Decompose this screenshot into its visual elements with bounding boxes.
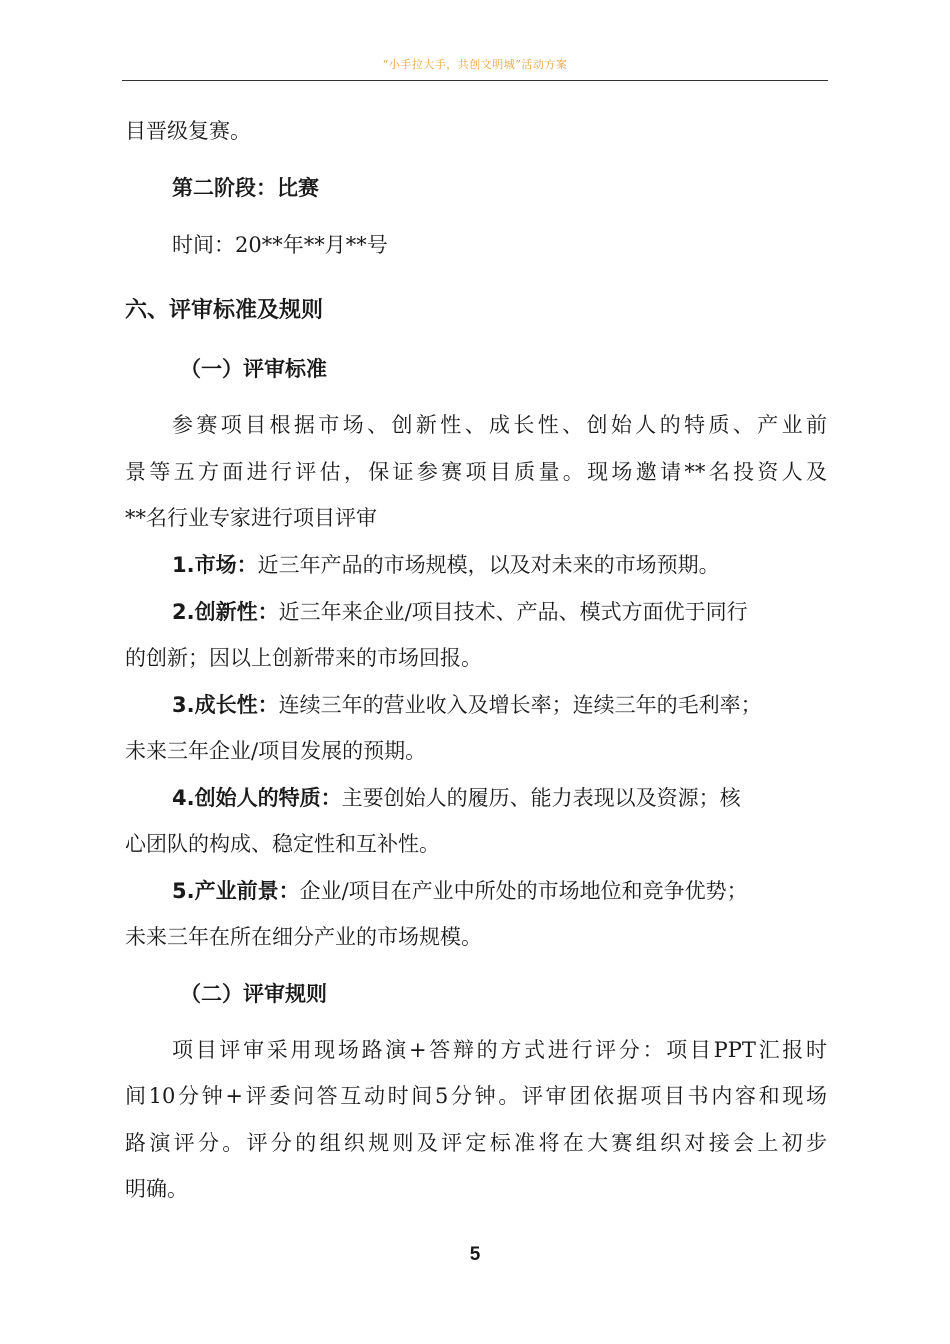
subsection-1-title: （一）评审标准 <box>180 357 327 381</box>
criterion-2-text: 近三年来企业/项目技术、产品、模式方面优于同行 <box>278 600 748 624</box>
subsection-2-title: （二）评审规则 <box>180 982 327 1006</box>
criterion-5-label: 5.产业前景： <box>172 879 300 903</box>
paragraph-1-line-1: 参赛项目根据市场、创新性、成长性、创始人的特质、产业前 <box>172 413 827 437</box>
criterion-2-line-2: 的创新；因以上创新带来的市场回报。 <box>125 646 482 670</box>
criterion-5 <box>172 877 827 905</box>
criterion-5-line-2: 未来三年在所在细分产业的市场规模。 <box>125 925 482 949</box>
page-number: 5 <box>469 1244 481 1265</box>
criterion-1-label: 1.市场： <box>172 553 258 577</box>
body-line: 目晋级复赛。 <box>125 119 251 143</box>
criterion-3 <box>172 691 827 719</box>
criterion-4 <box>172 784 827 812</box>
criterion-4-line-2: 心团队的构成、稳定性和互补性。 <box>125 832 440 856</box>
criterion-4-label: 4.创始人的特质： <box>172 786 342 810</box>
paragraph-2-line-3: 路演评分。评分的组织规则及评定标准将在大赛组织对接会上初步 <box>125 1131 827 1155</box>
paragraph-1-line-2: 景等五方面进行评估，保证参赛项目质量。现场邀请**名投资人及 <box>125 460 827 484</box>
criterion-3-label: 3.成长性： <box>172 693 279 717</box>
paragraph-2-line-4: 明确。 <box>125 1177 188 1201</box>
stage2-heading: 第二阶段：比赛 <box>172 176 319 200</box>
section-6-title: 六、评审标准及规则 <box>125 298 324 323</box>
criterion-4-text: 主要创始人的履历、能力表现以及资源；核 <box>341 786 741 810</box>
criterion-3-text: 连续三年的营业收入及增长率；连续三年的毛利率； <box>278 693 762 717</box>
stage2-time: 时间：20**年**月**号 <box>172 233 388 257</box>
criterion-3-line-2: 未来三年企业/项目发展的预期。 <box>125 739 427 763</box>
running-header: “小手拉大手，共创文明城”活动方案 <box>382 58 568 71</box>
criterion-2-label: 2.创新性： <box>172 600 279 624</box>
criterion-5-text: 企业/项目在产业中所处的市场地位和竞争优势； <box>299 879 748 903</box>
criterion-1 <box>172 551 827 579</box>
criterion-1-text: 近三年产品的市场规模，以及对未来的市场预期。 <box>257 553 720 577</box>
paragraph-1-line-3: **名行业专家进行项目评审 <box>125 506 377 530</box>
criterion-2 <box>172 598 827 626</box>
header-divider <box>122 80 828 81</box>
paragraph-2-line-2: 间10分钟+评委问答互动时间5分钟。评审团依据项目书内容和现场 <box>125 1084 827 1108</box>
paragraph-2-line-1: 项目评审采用现场路演+答辩的方式进行评分：项目PPT汇报时 <box>172 1038 827 1062</box>
